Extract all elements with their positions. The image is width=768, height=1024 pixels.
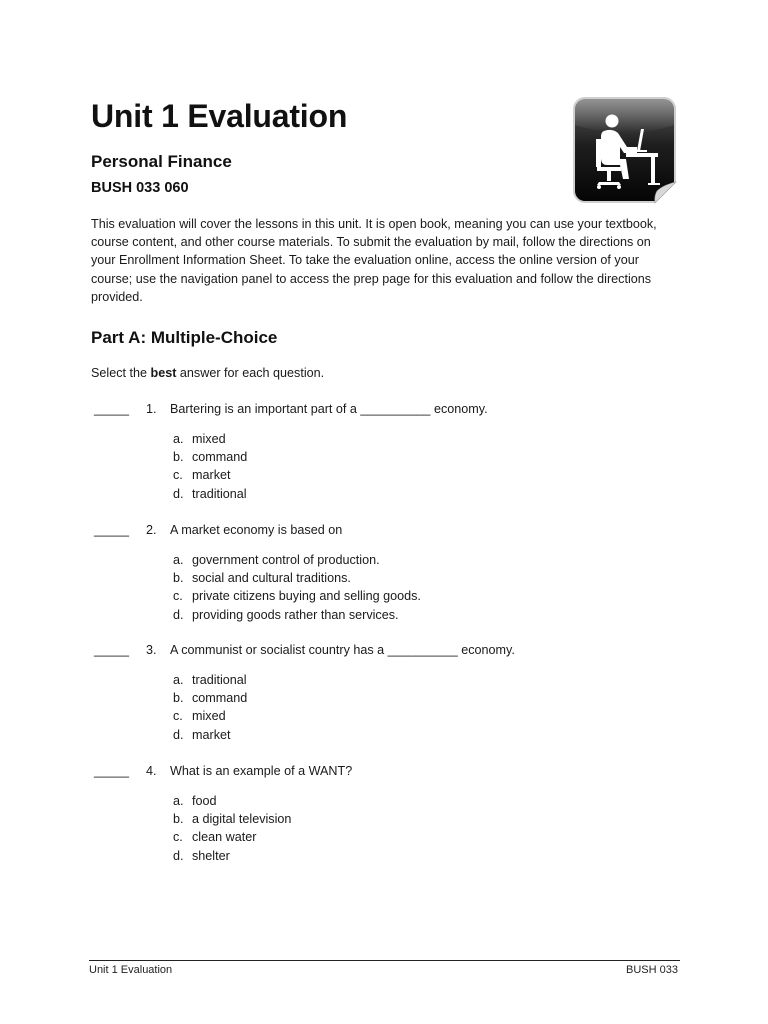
question-text: A market economy is based on xyxy=(170,523,343,537)
footer-title: Unit 1 Evaluation xyxy=(89,964,173,976)
option-letter: b. xyxy=(173,450,184,465)
answer-blank[interactable]: _____ xyxy=(94,402,130,416)
question-text: A communist or socialist country has a __________ economy. xyxy=(170,643,515,657)
question-text: Bartering is an important part of a __________ economy. xyxy=(170,402,488,416)
option-text: providing goods rather than services. xyxy=(192,607,399,622)
option-text: food xyxy=(192,794,217,808)
answer-options xyxy=(91,432,691,505)
option-letter: a. xyxy=(173,432,184,446)
answer-option xyxy=(91,553,691,571)
answer-option xyxy=(91,830,691,848)
answer-options xyxy=(91,553,691,626)
answer-option xyxy=(91,812,691,830)
option-text: command xyxy=(192,691,248,706)
part-a-title: Part A: Multiple-Choice xyxy=(91,328,278,347)
answer-option xyxy=(91,849,691,867)
option-text: command xyxy=(192,450,248,465)
instructions-text: answer for each question. xyxy=(176,366,325,380)
question-2 xyxy=(91,523,691,626)
option-text: private citizens buying and selling goods. xyxy=(192,589,421,604)
answer-blank[interactable]: _____ xyxy=(94,523,130,537)
option-letter: a. xyxy=(173,553,184,567)
answer-option xyxy=(91,468,691,486)
option-text: traditional xyxy=(192,486,247,501)
answer-option xyxy=(91,589,691,607)
instructions-text: Select the xyxy=(91,366,151,380)
option-text: a digital television xyxy=(192,812,292,827)
option-text: government control of production. xyxy=(192,553,380,567)
question-number: 1. xyxy=(146,402,157,416)
question-text: What is an example of a WANT? xyxy=(170,764,353,778)
answer-option xyxy=(91,691,691,709)
answer-options xyxy=(91,673,691,746)
question-4 xyxy=(91,764,691,867)
page-title: Unit 1 Evaluation xyxy=(91,98,348,134)
option-text: market xyxy=(192,727,231,742)
answer-options xyxy=(91,794,691,867)
answer-option xyxy=(91,794,691,812)
option-letter: a. xyxy=(173,673,184,687)
option-letter: b. xyxy=(173,691,184,706)
option-letter: c. xyxy=(173,830,183,845)
answer-option xyxy=(91,571,691,589)
option-text: shelter xyxy=(192,848,230,863)
option-text: clean water xyxy=(192,830,257,845)
option-letter: a. xyxy=(173,794,184,808)
option-text: social and cultural traditions. xyxy=(192,571,351,586)
answer-option xyxy=(91,608,691,626)
footer-course-code: BUSH 033 xyxy=(626,964,678,976)
option-letter: c. xyxy=(173,709,183,724)
instructions-emphasis: best xyxy=(150,366,177,380)
option-letter: c. xyxy=(173,468,183,483)
answer-blank[interactable]: _____ xyxy=(94,643,130,657)
question-1 xyxy=(91,402,691,505)
answer-option xyxy=(91,728,691,746)
option-letter: c. xyxy=(173,589,183,604)
option-text: traditional xyxy=(192,673,247,687)
answer-option xyxy=(91,487,691,505)
answer-option xyxy=(91,709,691,727)
question-number: 2. xyxy=(146,523,157,537)
option-letter: b. xyxy=(173,812,184,827)
option-text: mixed xyxy=(192,709,226,724)
option-text: market xyxy=(192,468,231,483)
option-letter: d. xyxy=(173,607,184,622)
option-text: mixed xyxy=(192,432,226,446)
answer-option xyxy=(91,673,691,691)
part-a-instructions xyxy=(91,366,324,380)
answer-option xyxy=(91,450,691,468)
option-letter: b. xyxy=(173,571,184,586)
answer-blank[interactable]: _____ xyxy=(94,764,130,778)
option-letter: d. xyxy=(173,727,184,742)
person-at-computer-desk-icon xyxy=(571,95,678,205)
question-number: 3. xyxy=(146,643,157,657)
footer-divider xyxy=(89,960,680,961)
option-letter: d. xyxy=(173,848,184,863)
course-subtitle: Personal Finance xyxy=(91,152,232,171)
answer-option xyxy=(91,432,691,450)
intro-paragraph: This evaluation will cover the lessons in this unit. It is open book, meaning you can use your textbook, course content, and other course materials. To submit the evaluation by mail, follow the directions on your Enrollment Information Sheet. To take the evaluation online, access the online version of your course; use the navigation panel to access the prep page for this evaluation and follow the directions provided. xyxy=(91,217,657,304)
question-number: 4. xyxy=(146,764,157,778)
question-3 xyxy=(91,643,691,746)
course-code: BUSH 033 060 xyxy=(91,180,189,196)
option-letter: d. xyxy=(173,486,184,501)
